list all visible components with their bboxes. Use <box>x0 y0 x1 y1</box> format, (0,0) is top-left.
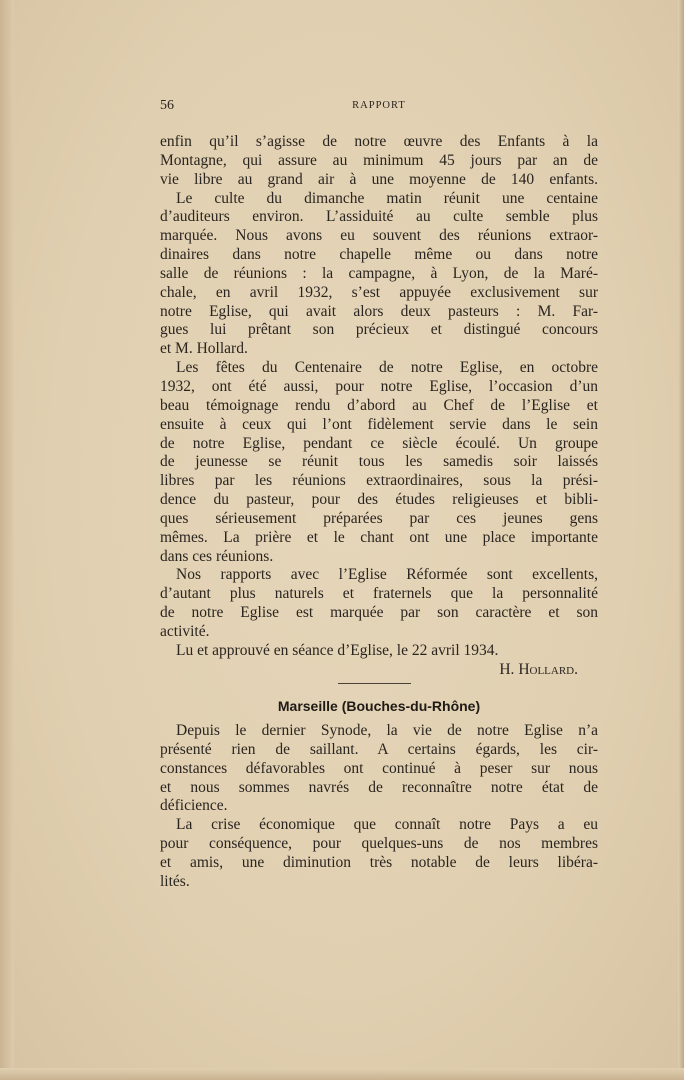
page-edge-bottom <box>0 1068 684 1080</box>
text-line: libres par les réunions extraordinaires, sous la prési- <box>160 472 598 490</box>
running-title: RAPPORT <box>352 100 406 111</box>
signature-initial: H. <box>499 660 515 678</box>
text-line: Lu et approuvé en séance d’Eglise, le 22 avril 1934. <box>176 641 499 659</box>
text-line: lités. <box>160 872 190 890</box>
page-edge-right <box>678 0 684 1080</box>
text-line: activité. <box>160 622 210 640</box>
text-line: notre Eglise, qui avait alors deux pasteurs : M. Far- <box>160 302 598 320</box>
text-line: pour conséquence, pour quelques-uns de nos membres <box>160 835 598 853</box>
text-line: mêmes. La prière et le chant ont une place importante <box>160 528 598 546</box>
text-line: La crise économique que connaît notre Pays a eu <box>176 816 598 834</box>
text-line: et M. Hollard. <box>160 340 248 358</box>
text-line: gues lui prêtant son précieux et distingué concours <box>160 321 598 339</box>
text-line: Depuis le dernier Synode, la vie de notre Eglise n’a <box>176 722 598 739</box>
text-line: d’auditeurs environ. L’assiduité au culte semble plus <box>160 208 598 226</box>
text-line: dence du pasteur, pour des études religieuses et bibli- <box>160 491 598 509</box>
signature-name: Hollard. <box>518 660 578 678</box>
text-line: enfin qu’il s’agisse de notre œuvre des Enfants à la <box>160 133 598 150</box>
page-number: 56 <box>160 98 174 113</box>
text-line: salle de réunions : la campagne, à Lyon, de la Maré- <box>160 264 598 282</box>
section-heading: Marseille (Bouches-du-Rhône) <box>277 698 481 714</box>
text-line: ensuite à ceux qui l’ont fidèlement servie dans le sein <box>160 415 598 433</box>
page-header <box>160 98 598 114</box>
text-line: Le culte du dimanche matin réunit une centaine <box>176 189 598 207</box>
text-line: vie libre au grand air à une moyenne de 140 enfants. <box>160 170 598 188</box>
text-line: marquée. Nous avons eu souvent des réunions extraor- <box>160 227 598 245</box>
text-line: Les fêtes du Centenaire de notre Eglise, en octobre <box>176 359 598 377</box>
text-line: d’autant plus naturels et fraternels que la personnalité <box>160 585 598 603</box>
page-edge-left <box>0 0 14 1080</box>
text-line: présenté rien de saillant. A certains égards, les cir- <box>160 740 598 758</box>
text-line: et nous sommes navrés de reconnaître notre état de <box>160 778 598 796</box>
text-line: Montagne, qui assure au minimum 45 jours par an de <box>160 151 598 169</box>
report-text-block <box>160 133 598 679</box>
text-line: Nos rapports avec l’Eglise Réformée sont excellents, <box>176 566 598 584</box>
text-line: beau témoignage rendu d’abord au Chef de l’Eglise et <box>160 396 598 414</box>
text-line: de notre Eglise, pendant ce siècle écoulé. Un groupe <box>160 434 598 452</box>
text-line: déficience. <box>160 797 228 815</box>
text-line: chale, en avril 1932, s’est appuyée exclusivement sur <box>160 283 598 301</box>
text-line: et amis, une diminution très notable de leurs libéra- <box>160 853 598 871</box>
text-line: constances défavorables ont continué à peser sur nous <box>160 759 598 777</box>
text-line: 1932, ont été aussi, pour notre Eglise, l’occasion d’un <box>160 377 598 395</box>
text-line: ques sérieusement préparées par ces jeunes gens <box>160 509 598 527</box>
text-line: dans ces réunions. <box>160 547 274 565</box>
text-line: de jeunesse se réunit tous les samedis soir laissés <box>160 453 598 471</box>
marseille-text-block <box>160 722 598 892</box>
text-line: dinaires dans notre chapelle même ou dans notre <box>160 246 598 264</box>
section-divider <box>338 683 411 684</box>
text-line: de notre Eglise est marquée par son caractère et son <box>160 604 598 622</box>
signature <box>160 661 598 680</box>
